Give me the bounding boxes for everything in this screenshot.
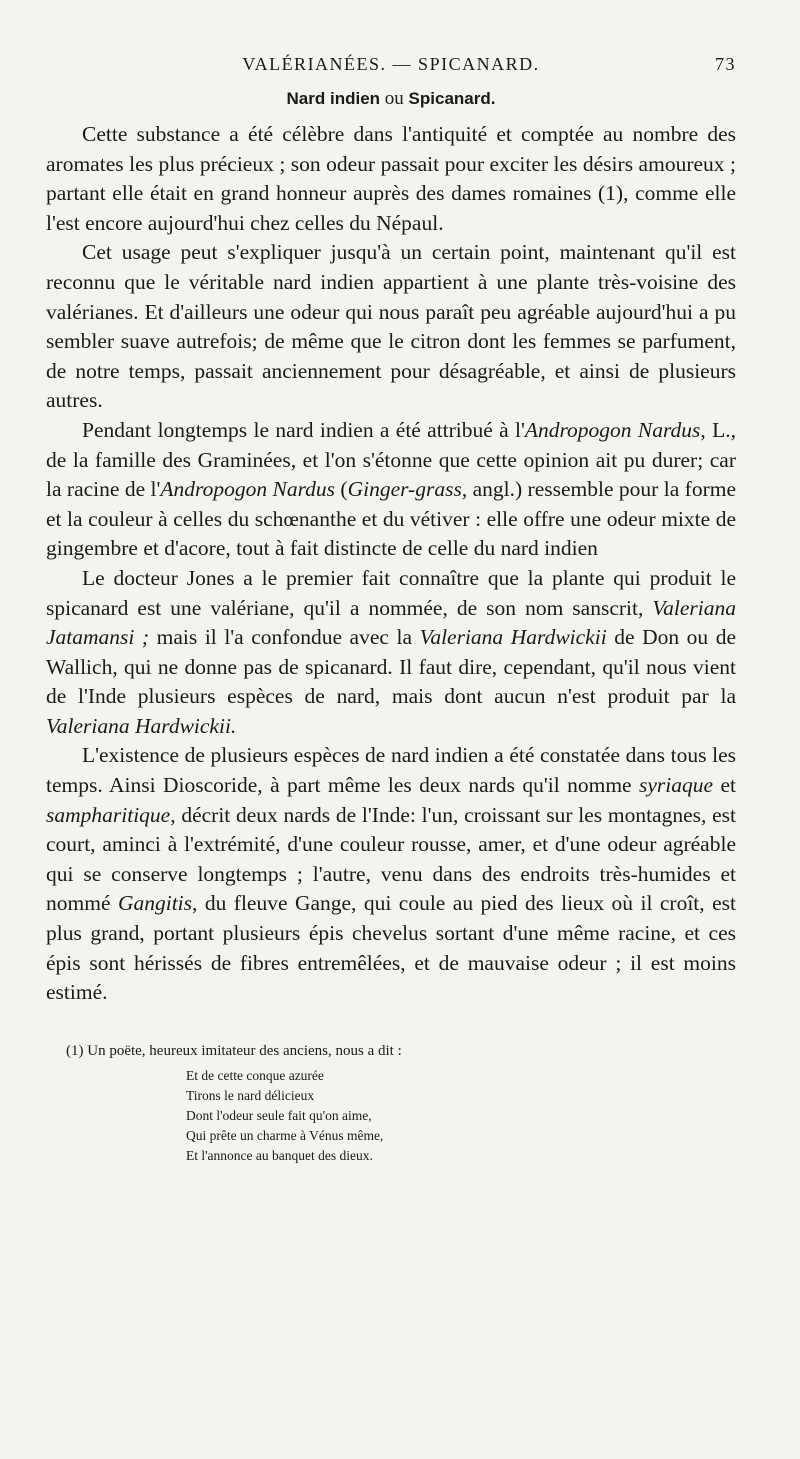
p5-italic-term: syriaque (639, 773, 714, 798)
p4-italic-taxon: Valeriana Hardwickii (419, 625, 607, 650)
paragraph-5 (46, 741, 736, 1007)
footnote (46, 1040, 736, 1166)
p3-italic-taxon: Andropogon Nardus (160, 477, 336, 502)
p5-italic-term: Gangitis (117, 891, 193, 916)
p5-text: , décrit deux nards de l'Inde: l'un, croissant sur les montagnes, est court, aminci à l'extrémité, d'une couleur rousse, amer, et d'une odeur agréable qui se conserve longtemps ; l'autre, venu dans des endroits très-humides et nommé (46, 802, 736, 916)
paragraph-4 (46, 564, 736, 742)
heading-part-1: Nard indien (286, 89, 381, 108)
p3-text: , angl.) ressemble pour la forme et la couleur à celles du schœnanthe et du vétiver : elle offre une odeur mixte de gingembre et d'acore, tout à fait distincte de celle du nard indien (46, 477, 736, 561)
heading-part-2: Spicanard. (408, 89, 496, 108)
p3-italic-common-name: Ginger-grass (347, 477, 462, 502)
verse-line: Et de cette conque azurée (186, 1067, 324, 1083)
p4-italic-taxon: Valeriana Hardwickii. (46, 713, 237, 738)
p4-text: Le docteur Jones a le premier fait connaître que la plante qui produit le spicanard est une valériane, qu'il a nommée, de son nom sanscrit, (46, 565, 736, 620)
running-title: VALÉRIANÉES. — SPICANARD. (242, 54, 540, 74)
footnote-intro: (1) Un poëte, heureux imitateur des anciens, nous a dit : (66, 1042, 402, 1059)
p4-text: mais il l'a confondue avec la (149, 625, 420, 650)
p3-text: , L., de la famille des Graminées, et l'on s'étonne que cette opinion ait pu durer; car la racine de l' (46, 417, 737, 502)
p3-italic-taxon: Andropogon Nardus (524, 417, 701, 442)
verse-line: Et l'annonce au banquet des dieux. (186, 1147, 373, 1163)
p4-text: de Don ou de Wallich, qui ne donne pas de spicanard. Il faut dire, cependant, qu'il nous vient de l'Inde plusieurs espèces de nard, mais dont aucun n'est produit par la (46, 625, 736, 709)
heading-connector: ou (384, 88, 404, 109)
p3-text: ( (335, 477, 348, 502)
document-page (46, 40, 736, 1166)
page-number: 73 (715, 54, 736, 74)
p5-text: , du fleuve Gange, qui coule au pied des lieux où il croît, est plus grand, portant plusieurs épis chevelus sortant d'une même racine, et ces épis sont hérissés de fibres entremêlées, et de mauvaise odeur ; il est moins estimé. (46, 891, 736, 1005)
p5-text: et (713, 773, 736, 798)
paragraph-3 (46, 416, 736, 564)
paragraph-2: Cet usage peut s'expliquer jusqu'à un certain point, maintenant qu'il est reconnu que le véritable nard indien appartient à une plante très-voisine des valérianes. Et d'ailleurs une odeur qui nous paraît peu agréable aujourd'hui a pu sembler suave autrefois; de même que le citron dont les femmes se parfument, de notre temps, passait anciennement pour désagréable, et ainsi de plusieurs autres. (46, 240, 736, 413)
section-heading (46, 88, 736, 110)
verse-line: Qui prête un charme à Vénus même, (186, 1127, 384, 1143)
p5-text: L'existence de plusieurs espèces de nard indien a été constatée dans tous les temps. Ainsi Dioscoride, à part même les deux nards qu'il nomme (46, 743, 736, 798)
p3-text: Pendant longtemps le nard indien a été attribué à l' (82, 417, 525, 442)
paragraph-1: Cette substance a été célèbre dans l'antiquité et comptée au nombre des aromates les plus précieux ; son odeur passait pour exciter les désirs amoureux ; partant elle était en grand honneur auprès des dames romaines (1), comme elle l'est encore aujourd'hui chez celles du Népaul. (46, 122, 736, 235)
running-head (46, 40, 736, 76)
verse-line: Dont l'odeur seule fait qu'on aime, (186, 1107, 372, 1123)
footnote-verse (186, 1066, 736, 1166)
p4-italic-taxon: Valeriana Jatamansi ; (46, 595, 736, 650)
verse-line: Tirons le nard délicieux (186, 1087, 315, 1103)
p5-italic-term: sampharitique (46, 802, 171, 827)
